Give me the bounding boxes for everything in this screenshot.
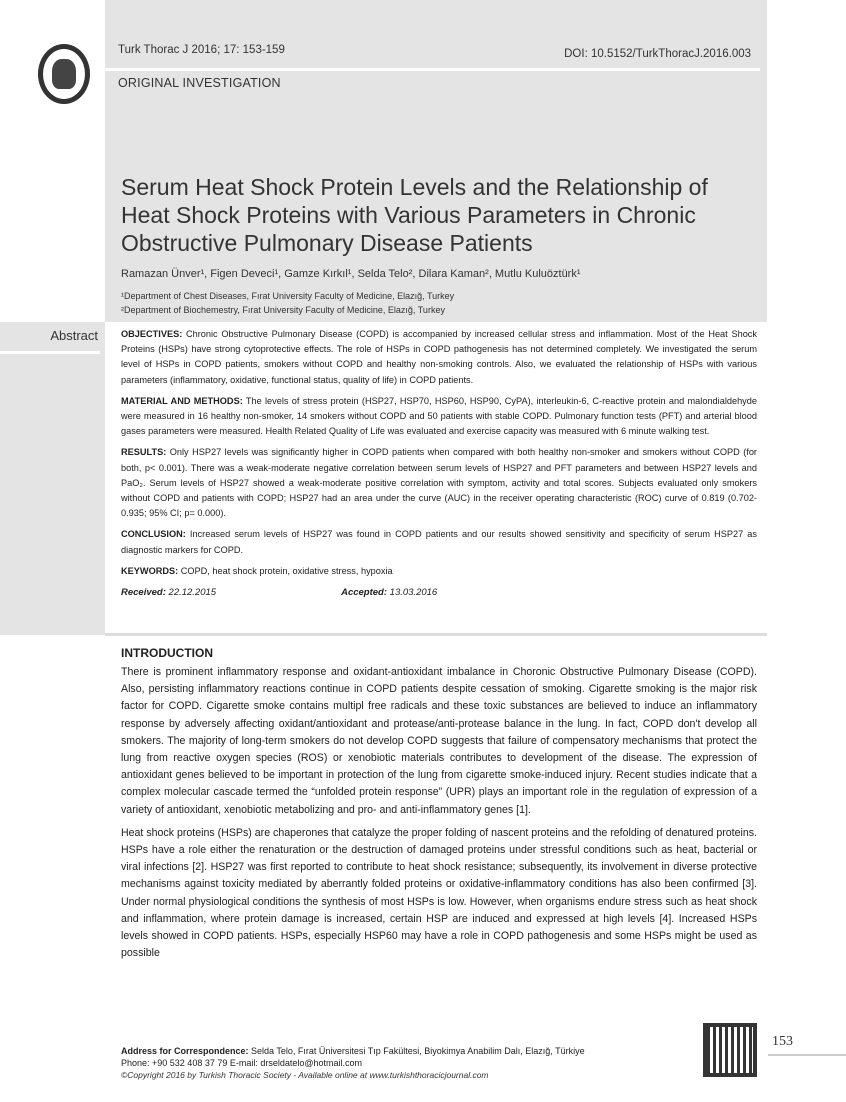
accepted-date: Accepted: 13.03.2016 bbox=[341, 587, 438, 599]
section-text: Increased serum levels of HSP27 was found in COPD patients and our results showed sensitivity and specificity of serum HSP27 as diagnostic markers for COPD. bbox=[121, 529, 757, 555]
abstract bbox=[121, 327, 757, 600]
abstract-results bbox=[121, 445, 757, 521]
qr-code-icon[interactable] bbox=[703, 1023, 757, 1077]
abstract-label: Abstract bbox=[0, 324, 100, 354]
abstract-conclusion bbox=[121, 527, 757, 557]
page-number: 153 bbox=[772, 1034, 793, 1049]
journal-citation: Turk Thorac J 2016; 17: 153-159 bbox=[118, 44, 285, 56]
received-date: Received: 22.12.2015 bbox=[121, 587, 217, 599]
introduction bbox=[121, 646, 757, 968]
dates bbox=[121, 585, 757, 600]
society-logo bbox=[38, 44, 90, 104]
section-head: KEYWORDS: bbox=[121, 565, 179, 576]
contact: Phone: +90 532 408 37 79 E-mail: drseldatelo@hotmail.com bbox=[121, 1058, 363, 1068]
section-text: Chronic Obstructive Pulmonary Disease (COPD) is accompanied by increased cellular stress and inflammation. Most of the Heat Shock Proteins (HSPs) have strong cytoprotective effects. The role of HSPs in COPD pathogenesis has not determined completely. We investigated the serum level of HSPs in COPD patients, smokers without COPD and healthy non-smoking controls. Also, we evaluated the relationship of HSPs with various parameters (inflammatory, oxidative, functional status, quality of life) in COPD patients. bbox=[121, 329, 757, 385]
copyright: ©Copyright 2016 by Turkish Thoracic Society - Available online at www.turkishthoracicjournal.com bbox=[121, 1070, 489, 1080]
header-divider bbox=[105, 68, 760, 71]
section-text: The levels of stress protein (HSP27, HSP70, HSP60, HSP90, CyPA), interleukin-6, C-reactive protein and malondialdehyde were measured in 16 healthy non-smoker, 14 smokers without COPD and 50 patients with stable COPD. Pulmonary function tests (PFT) and arterial blood gases parameters were measured. Health Related Quality of Life was evaluated and exercise capacity was measured with 6 minute walking test. bbox=[121, 395, 757, 437]
lungs-icon bbox=[52, 59, 76, 89]
article-title: Serum Heat Shock Protein Levels and the Relationship of Heat Shock Proteins with Various Parameters in Chronic Obstructive Pulmonary Disease Patients bbox=[121, 174, 708, 256]
address: Address for Correspondence: Selda Telo, Fırat Üniversitesi Tıp Fakültesi, Biyokimya Anabilim Dalı, Elazığ, Türkiye bbox=[121, 1046, 585, 1056]
authors: Ramazan Ünver¹, Figen Deveci¹, Gamze Kırkıl¹, Selda Telo², Dilara Kaman², Mutlu Kuluöztürk¹ bbox=[121, 268, 581, 280]
correspondence-footer bbox=[121, 1045, 585, 1081]
section-head: RESULTS: bbox=[121, 447, 167, 458]
section-head: OBJECTIVES: bbox=[121, 329, 183, 339]
paragraph: Heat shock proteins (HSPs) are chaperones that catalyze the proper folding of nascent proteins and the refolding of denatured proteins. HSPs have a role either the renaturation or the destruction of damaged proteins under stressful conditions such as heat, bacterial or viral infections [2]. HSP27 was first reported to contribute to heat shock resistance; subsequently, its involvement in diverse protective mechanisms against toxicity mediated by aberrantly folded proteins or oxidative-inflammatory conditions has also been confirmed [3]. Under normal physiological conditions the synthesis of most HSPs is low. However, when organisms endure stress such as heat shock and inflammation, where protein damage is increased, certain HSP are induced and expressed at high levels [4]. Increased HSPs levels showed in COPD patients. HSPs, especially HSP60 may have a role in COPD pathogenesis and some HSPs might be used as possible bbox=[121, 826, 757, 960]
abstract-methods bbox=[121, 394, 757, 440]
abstract-sidebar bbox=[0, 322, 105, 635]
affiliation-2: ²Department of Biochemestry, Fırat University Faculty of Medicine, Elazığ, Turkey bbox=[121, 305, 445, 315]
paragraph: There is prominent inflammatory response and oxidant-antioxidant imbalance in Choronic Obstructive Pulmonary Disease (COPD). Also, persisting inflammatory reactions continue in COPD patients despite cessation of smoking. Cigarette smoking is the major risk factor for COPD. Cigarette smoke contains multipl free radicals and these toxic substances are believed to induce an inflammatory response by adversely affecting oxidant/antioxidant and protease/anti-protease balance in the lung. In fact, COPD don't develop all smokers. The majority of long-term smokers do not develop COPD suggests that failure of compensatory mechanisms that protect the lung from reactive oxygen species (ROS) or xenobiotic materials contributes to development of the disease. The expression of antioxidant genes believed to be important in protection of the lung from cigarette smoke-induced injury. Recent studies indicate that a complex molecular cascade termed the “unfolded protein response” (UPR) plays an important role in the regulation of expression of a variety of antioxidant, xenobiotic metabolizing and pro- and anti-inflammatory genes [1]. bbox=[121, 666, 757, 816]
doi[interactable]: DOI: 10.5152/TurkThoracJ.2016.003 bbox=[564, 48, 751, 60]
affiliation-1: ¹Department of Chest Diseases, Fırat University Faculty of Medicine, Elazığ, Turkey bbox=[121, 291, 455, 301]
section-text: COPD, heat shock protein, oxidative stress, hypoxia bbox=[178, 565, 393, 576]
article-type: ORIGINAL INVESTIGATION bbox=[118, 76, 281, 90]
section-head: CONCLUSION: bbox=[121, 529, 186, 540]
page-number-rule bbox=[768, 1054, 846, 1056]
section-text: Only HSP27 levels was significantly higher in COPD patients when compared with both healthy non-smoker and smokers without COPD (for both, p< 0.001). There was a weak-moderate negative correlation between serum levels of HSP27 and PFT parameters and between HSP27 levels and PaO₂. Serum levels of HSP27 showed a weak-moderate positive correlation with symptom, activity and total scores. Subjects evaluated only smokers without COPD and patients with COPD; HSP27 had an area under the curve (AUC) in the receiver operating characteristic (ROC) curve of 0.819 (0.702-0.935; 95% CI; p= 0.000). bbox=[121, 447, 757, 519]
introduction-heading: INTRODUCTION bbox=[121, 646, 213, 660]
abstract-keywords bbox=[121, 564, 757, 579]
abstract-divider bbox=[105, 633, 767, 636]
section-head: MATERIAL AND METHODS: bbox=[121, 395, 243, 406]
abstract-objectives bbox=[121, 327, 757, 388]
